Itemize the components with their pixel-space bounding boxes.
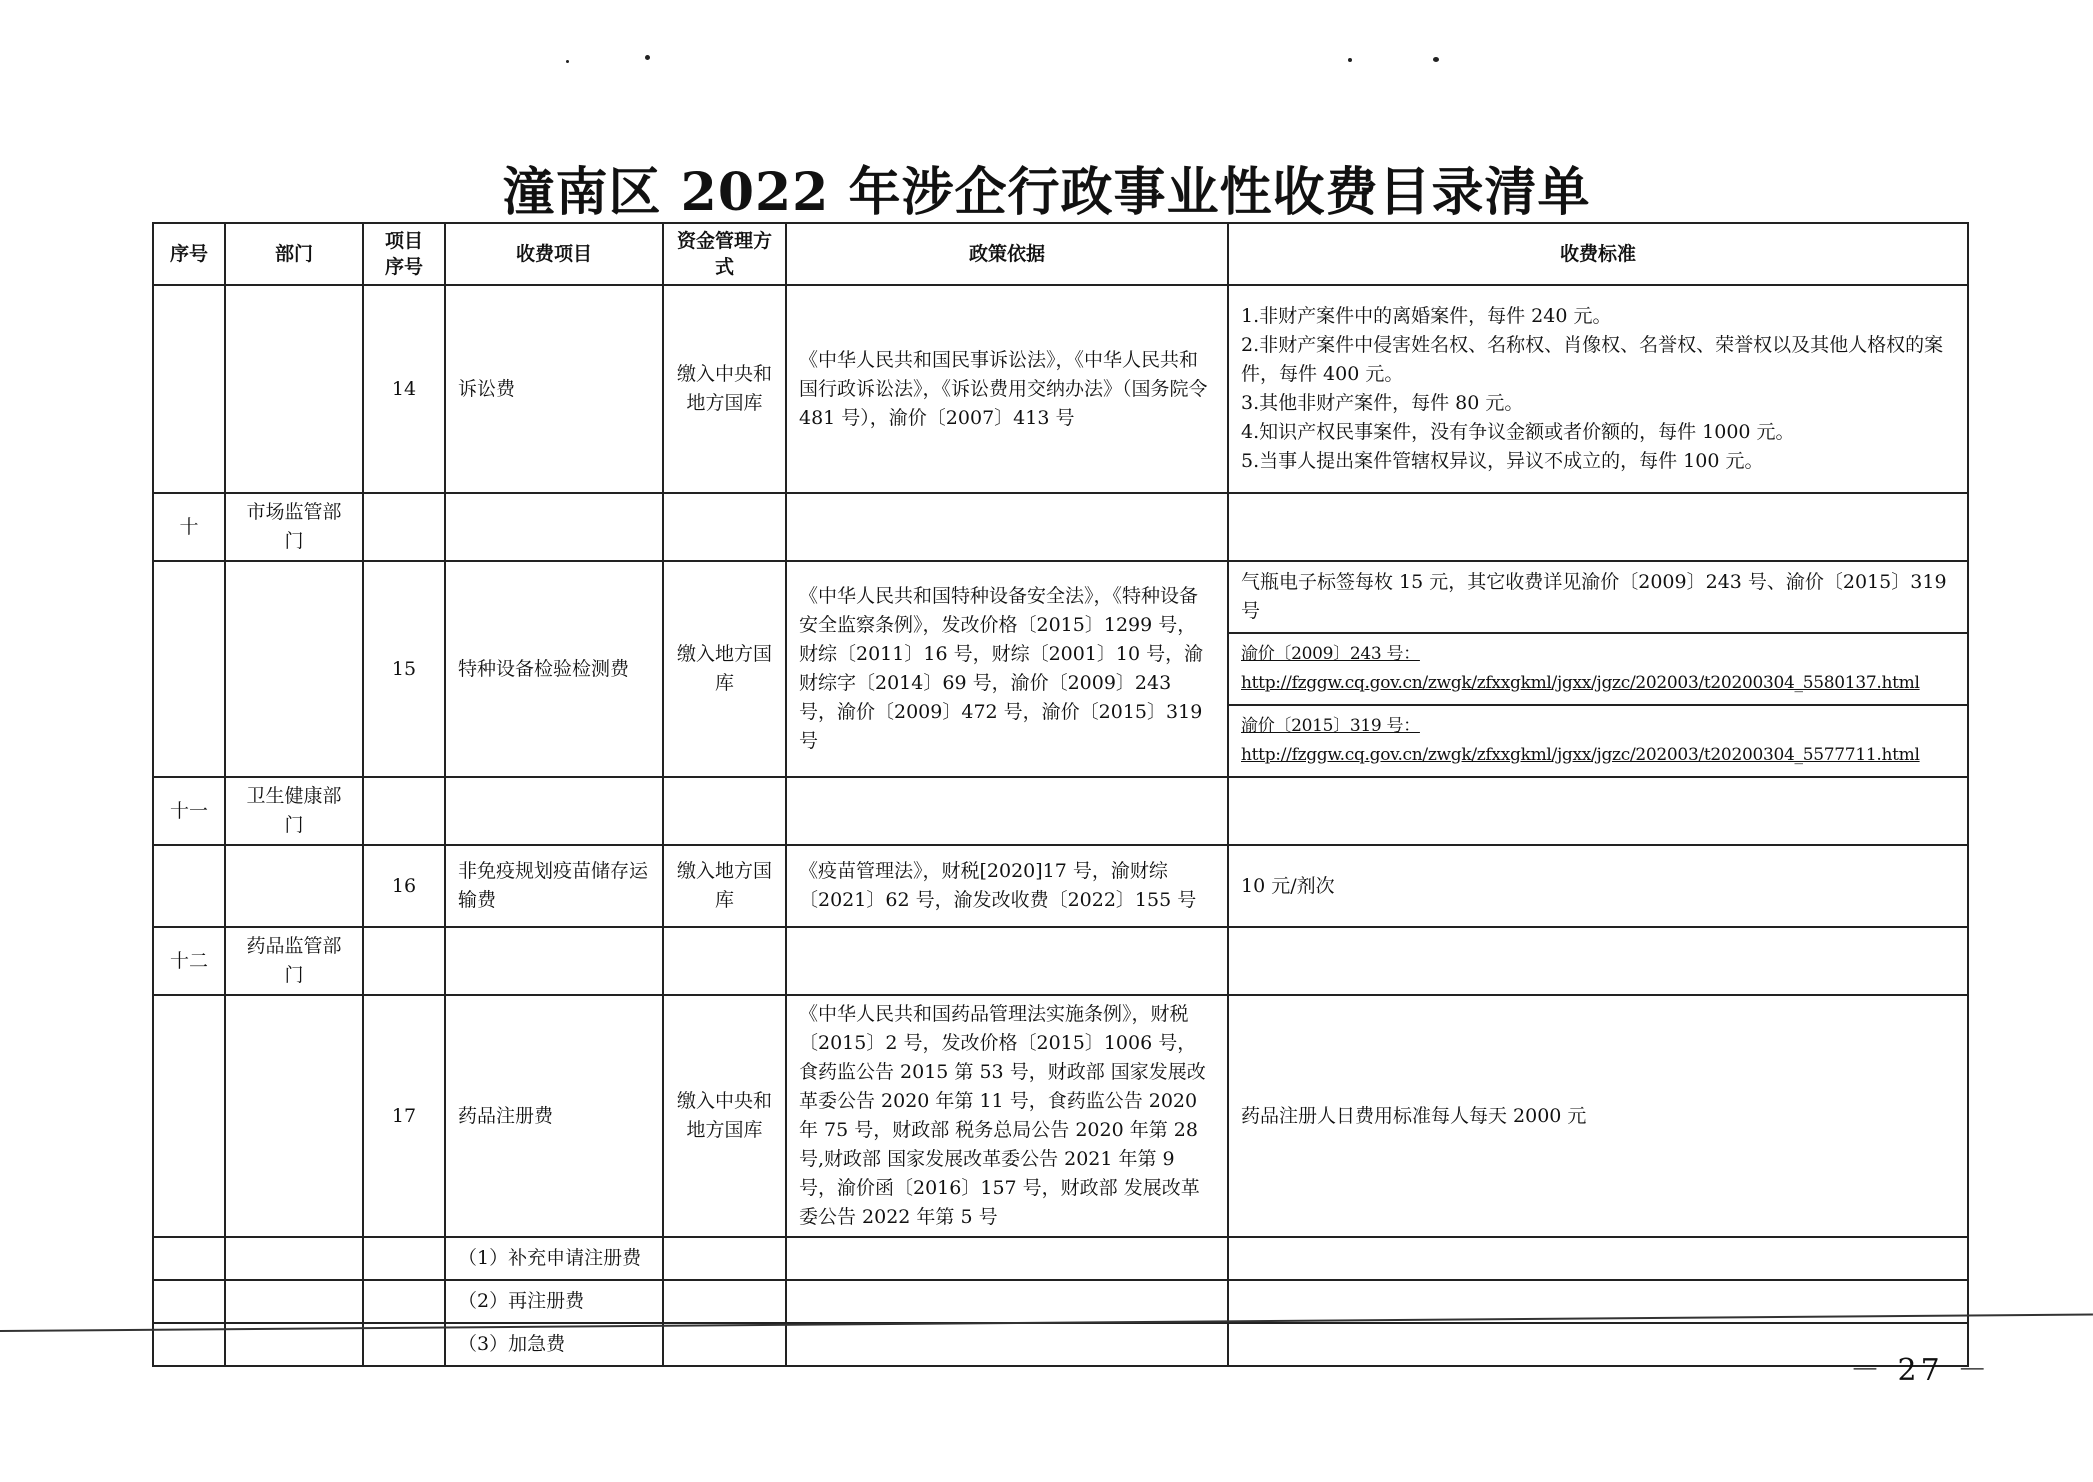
cell-empty (786, 1323, 1228, 1366)
cell-item-seq: 17 (363, 995, 445, 1237)
cell-dept (225, 845, 363, 927)
cell-item: 非免疫规划疫苗储存运输费 (445, 845, 663, 927)
reference-link[interactable]: http://fzggw.cq.gov.cn/zwgk/zfxxgkml/jgxx/jgzc/202003/t20200304_5580137.html (1241, 673, 1920, 693)
table-row (153, 1323, 1968, 1366)
header-policy: 政策依据 (786, 223, 1228, 285)
cell-standard: 药品注册人日费用标准每人每天 2000 元 (1228, 995, 1968, 1237)
cell-dept: 药品监管部门 (225, 927, 363, 995)
fee-table (152, 222, 1969, 1367)
cell-item: （3）加急费 (445, 1323, 663, 1366)
cell-item-seq: 15 (363, 561, 445, 777)
standard-main: 气瓶电子标签每枚 15 元，其它收费详见渝价〔2009〕243 号、渝价〔2015〕319 号 (1229, 562, 1967, 634)
cell-empty (663, 1280, 786, 1323)
cell-item: 诉讼费 (445, 285, 663, 493)
header-item-seq: 项目序号 (363, 223, 445, 285)
header-item: 收费项目 (445, 223, 663, 285)
cell-seq (153, 285, 225, 493)
cell-dept: 卫生健康部门 (225, 777, 363, 845)
cell-empty (786, 777, 1228, 845)
scan-speck (1348, 58, 1352, 62)
cell-standard (1228, 285, 1968, 493)
cell-item: 药品注册费 (445, 995, 663, 1237)
cell-empty (363, 1280, 445, 1323)
cell-standard: 10 元/剂次 (1228, 845, 1968, 927)
cell-empty (445, 493, 663, 561)
cell-seq (153, 845, 225, 927)
cell-empty (663, 777, 786, 845)
cell-empty (445, 927, 663, 995)
cell-fund: 缴入中央和地方国库 (663, 285, 786, 493)
cell-policy: 《疫苗管理法》，财税[2020]17 号，渝财综〔2021〕62 号，渝发改收费〔2022〕155 号 (786, 845, 1228, 927)
table-row (153, 845, 1968, 927)
cell-item-seq: 14 (363, 285, 445, 493)
cell-empty (1228, 493, 1968, 561)
page-title: 潼南区 2022 年涉企行政事业性收费目录清单 (502, 162, 1591, 223)
cell-empty (225, 1280, 363, 1323)
cell-policy: 《中华人民共和国民事诉讼法》，《中华人民共和国行政诉讼法》，《诉讼费用交纳办法》（国务院令 481 号），渝价〔2007〕413 号 (786, 285, 1228, 493)
table-row (153, 995, 1968, 1237)
standard-line: 3.其他非财产案件，每件 80 元。 (1241, 392, 1524, 414)
cell-empty (1228, 777, 1968, 845)
cell-empty (786, 927, 1228, 995)
header-seq: 序号 (153, 223, 225, 285)
cell-policy: 《中华人民共和国特种设备安全法》，《特种设备安全监察条例》，发改价格〔2015〕1299 号，财综〔2011〕16 号，财综〔2001〕10 号，渝财综字〔2014〕69 号，渝价〔2009〕243 号，渝价〔2009〕472 号，渝价〔2015〕319 号 (786, 561, 1228, 777)
cell-empty (786, 1280, 1228, 1323)
cell-seq (153, 561, 225, 777)
cell-item: 特种设备检验检测费 (445, 561, 663, 777)
scan-speck (645, 55, 650, 60)
cell-empty (363, 927, 445, 995)
reference-link[interactable]: http://fzggw.cq.gov.cn/zwgk/zfxxgkml/jgxx/jgzc/202003/t20200304_5577711.html (1241, 745, 1920, 765)
cell-item-seq: 16 (363, 845, 445, 927)
cell-empty (225, 1237, 363, 1280)
cell-empty (663, 927, 786, 995)
cell-dept (225, 285, 363, 493)
cell-fund: 缴入中央和地方国库 (663, 995, 786, 1237)
cell-seq: 十 (153, 493, 225, 561)
cell-empty (1228, 927, 1968, 995)
table-row (153, 1237, 1968, 1280)
header-fund: 资金管理方式 (663, 223, 786, 285)
cell-empty (1228, 1237, 1968, 1280)
cell-empty (663, 1237, 786, 1280)
cell-standard (1228, 561, 1968, 777)
cell-fund: 缴入地方国库 (663, 845, 786, 927)
cell-empty (786, 493, 1228, 561)
cell-item: （2）再注册费 (445, 1280, 663, 1323)
standard-line: 1.非财产案件中的离婚案件，每件 240 元。 (1241, 305, 1612, 327)
reference-label: 渝价〔2009〕243 号： (1241, 644, 1420, 664)
cell-empty (786, 1237, 1228, 1280)
header-standard: 收费标准 (1228, 223, 1968, 285)
standard-line: 5.当事人提出案件管辖权异议，异议不成立的，每件 100 元。 (1241, 450, 1764, 472)
cell-empty (445, 777, 663, 845)
cell-empty (363, 493, 445, 561)
cell-empty (363, 1323, 445, 1366)
cell-seq: 十一 (153, 777, 225, 845)
reference-block (1229, 706, 1967, 776)
cell-dept (225, 995, 363, 1237)
reference-label: 渝价〔2015〕319 号： (1241, 716, 1420, 736)
reference-block (1229, 634, 1967, 706)
standard-line: 2.非财产案件中侵害姓名权、名称权、肖像权、名誉权、荣誉权以及其他人格权的案件，每件 400 元。 (1241, 334, 1944, 385)
table-row (153, 285, 1968, 493)
cell-policy: 《中华人民共和国药品管理法实施条例》，财税〔2015〕2 号，发改价格〔2015〕1006 号，食药监公告 2015 第 53 号，财政部 国家发展改革委公告 2020 年第 11 号，食药监公告 2020 年 75 号，财政部 税务总局公告 2020 年第 28 号,财政部 国家发展改革委公告 2021 年第 9 号，渝价函〔2016〕157 号，财政部 发展改革委公告 2022 年第 5 号 (786, 995, 1228, 1237)
cell-empty (663, 493, 786, 561)
page-number: － 27 － (1850, 1353, 1992, 1388)
scan-speck (566, 60, 569, 63)
cell-seq: 十二 (153, 927, 225, 995)
cell-empty (153, 1280, 225, 1323)
table-row (153, 561, 1968, 777)
cell-dept (225, 561, 363, 777)
header-dept: 部门 (225, 223, 363, 285)
cell-dept: 市场监管部门 (225, 493, 363, 561)
cell-empty (663, 1323, 786, 1366)
department-row (153, 777, 1968, 845)
cell-empty (153, 1237, 225, 1280)
cell-seq (153, 995, 225, 1237)
cell-item: （1）补充申请注册费 (445, 1237, 663, 1280)
standard-line: 4.知识产权民事案件，没有争议金额或者价额的，每件 1000 元。 (1241, 421, 1795, 443)
cell-empty (363, 1237, 445, 1280)
department-row (153, 493, 1968, 561)
cell-empty (363, 777, 445, 845)
scan-speck (1433, 57, 1439, 62)
cell-fund: 缴入地方国库 (663, 561, 786, 777)
table-header-row (153, 223, 1968, 285)
department-row (153, 927, 1968, 995)
